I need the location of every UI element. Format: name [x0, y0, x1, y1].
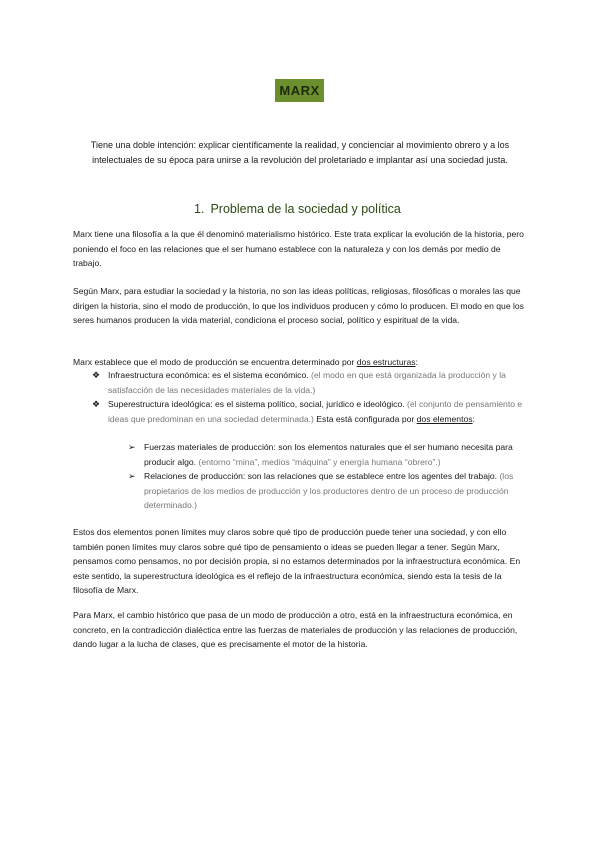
two-structures-underlined: dos estructuras [356, 357, 416, 367]
superstructure-note: (el conjunto de pensamiento e ideas que predominan en una sociedad determinada.) [108, 399, 523, 424]
section-heading [194, 202, 401, 216]
section-title: Problema de la sociedad y política [210, 202, 401, 216]
paragraph-historical-change: Para Marx, el cambio histórico que pasa de un modo de producción a otro, está en la infraestructura económica, en concreto, en la contradicción dialéctica entre las fuerzas de materiales de producción y las relaciones de producción, dando lugar a la lucha de clases, que es precisamente el motor de la historia. [73, 610, 518, 649]
paragraph-mode-of-production: Según Marx, para estudiar la sociedad y la historia, no son las ideas políticas, religiosas, filosóficas o morales las que dirigen la historia, sino el modo de producción, lo que los individuos producen y cómo lo producen. El modo en que los seres humanos producen la vida material, condiciona el proceso social, político y espiritual de la vida. [73, 286, 524, 325]
superstructure-end: : [472, 413, 475, 424]
two-elements-underlined: dos elementos [416, 413, 473, 424]
arrow-bullet-icon: ➢ [128, 442, 136, 452]
list-item-superstructure [92, 397, 528, 426]
sub-item-production-relations [128, 469, 528, 513]
production-relations-note: (los propietarios de los medios de producción y los productores dentro de un proceso de producción determinado.) [144, 471, 514, 510]
diamond-bullet-icon: ❖ [92, 370, 101, 380]
list-item-infrastructure [92, 368, 528, 397]
paragraph-limits: Estos dos elementos ponen límites muy claros sobre qué tipo de producción puede tener una sociedad, y con ello también ponen límites muy claros sobre qué tipo de pensamiento o ideas se pueden llegar a tener. Según Marx, pensamos como pensamos, no por decisión propia, si no estamos determinados por la infraestructura económica. En este sentido, la superestructura ideológica es el reflejo de la infraestructura económica, siendo esta la tesis de la filosofía de Marx. [73, 527, 521, 595]
sub-item-material-forces [128, 440, 528, 469]
p3-end: : [415, 357, 418, 367]
diamond-bullet-icon: ❖ [92, 399, 101, 409]
paragraph-materialism: Marx tiene una filosofía a la que él denominó materialismo histórico. Este trata explicar la evolución de la historia, pero poniendo el foco en las relaciones que el ser humano establece con la naturaleza y con los demás por medio de trabajo. [73, 229, 524, 268]
infrastructure-text: Infraestructura económica: es el sistema económico. [108, 370, 311, 380]
infrastructure-note: (el modo en que está organizada la producción y la satisfacción de las necesidades materiales de la vida.) [108, 370, 506, 395]
intro-paragraph: Tiene una doble intención: explicar científicamente la realidad, y concienciar al movimiento obrero y a los intelectuales de su época para unirse a la revolución del proletariado e implantar así una sociedad justa. [90, 140, 510, 165]
section-number: 1. [194, 202, 205, 216]
superstructure-tail: Esta está configurada por [313, 413, 417, 424]
superstructure-text: Superestructura ideológica: es el sistema político, social, jurídico e ideológico. [108, 399, 408, 409]
material-forces-text: Fuerzas materiales de producción: son los elementos naturales que el ser humano necesita para producir algo. [144, 442, 513, 467]
arrow-bullet-icon: ➢ [128, 471, 136, 481]
material-forces-note: (entorno “mina”, medios “máquina” y energía humana “obrero”.) [198, 456, 441, 467]
p3-lead: Marx establece que el modo de producción se encuentra determinado por [73, 357, 357, 367]
production-relations-text: Relaciones de producción: son las relaciones que se establece entre los agentes del trabajo. [144, 471, 500, 481]
document-title: MARX [275, 79, 324, 102]
